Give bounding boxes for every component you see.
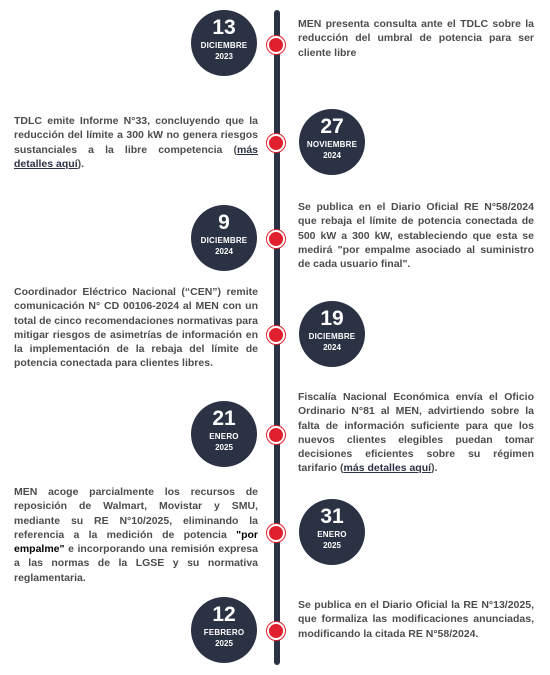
date-day: 9: [218, 211, 230, 234]
timeline-marker: [267, 524, 285, 542]
event-text: Fiscalía Nacional Económica envía el Oficio Ordinario N°81 al MEN, advirtiendo sobre la falta de información suficiente para que los nuevos clientes elegibles puedan tomar decisiones eficientes sobre su régimen tarifario (: [298, 391, 534, 475]
event-description: Coordinador Eléctrico Nacional (“CEN”) remite comunicación N° CD 00106-2024 al MEN con un total de cinco recomendaciones normativas para mitigar riesgos de asimetrías de información en la implementación de la rebaja del límite de potencia conectada para clientes libres.: [14, 286, 258, 370]
event-text-end: e incorporando una remisión expresa a las normas de la LGSE y su normativa reglamentaria.: [14, 543, 258, 584]
date-day: 19: [320, 307, 344, 330]
date-badge: [299, 109, 365, 175]
date-day: 12: [212, 603, 236, 626]
date-year: 2025: [215, 639, 233, 648]
date-month: DICIEMBRE: [308, 332, 356, 341]
timeline-marker: [267, 134, 285, 152]
event-description: Se publica en el Diario Oficial RE N°58/2024 que rebaja el límite de potencia conectada de 500 kW a 300 kW, estableciendo que esta se medirá "por empalme asociado al suministro de cada usuario final".: [298, 201, 534, 271]
timeline-marker: [267, 426, 285, 444]
date-badge: [191, 205, 257, 271]
timeline-marker: [267, 36, 285, 54]
event-description: [14, 114, 258, 171]
details-link[interactable]: más detalles aquí: [14, 143, 258, 170]
event-description: MEN presenta consulta ante el TDLC sobre la reducción del umbral de potencia para ser cliente libre: [298, 18, 534, 59]
event-text: MEN acoge parcialmente los recursos de reposición de Walmart, Movistar y SMU, mediante su RE N°10/2025, eliminando la referencia a la medición de potencia: [14, 486, 258, 541]
date-badge: [191, 10, 257, 76]
date-month: FEBRERO: [203, 628, 245, 637]
timeline-marker: [267, 622, 285, 640]
timeline-marker: [267, 326, 285, 344]
date-year: 2025: [323, 541, 341, 550]
event-text-end: ).: [77, 157, 85, 170]
date-badge: [191, 597, 257, 663]
event-description: [14, 485, 258, 585]
date-day: 31: [320, 505, 344, 528]
date-month: ENERO: [209, 432, 239, 441]
date-month: NOVIEMBRE: [306, 140, 358, 149]
date-badge: [299, 499, 365, 565]
date-badge: [191, 401, 257, 467]
date-day: 27: [320, 115, 344, 138]
date-year: 2024: [323, 151, 341, 160]
emphasis-text: "por empalme": [14, 528, 258, 556]
date-month: DICIEMBRE: [200, 41, 248, 50]
date-day: 21: [212, 407, 236, 430]
date-year: 2023: [215, 52, 233, 61]
date-badge: [299, 301, 365, 367]
date-year: 2024: [323, 343, 341, 352]
event-description: Se publica en el Diario Oficial la RE N°13/2025, que formaliza las modificaciones anunciadas, modificando la citada RE N°58/2024.: [298, 599, 534, 640]
date-year: 2024: [215, 247, 233, 256]
date-year: 2025: [215, 443, 233, 452]
timeline-marker: [267, 230, 285, 248]
event-description: [298, 390, 534, 476]
date-month: DICIEMBRE: [200, 236, 248, 245]
date-day: 13: [212, 16, 236, 39]
date-month: ENERO: [317, 530, 347, 539]
event-text-end: ).: [431, 462, 438, 475]
event-text: TDLC emite Informe N°33, concluyendo que la reducción del límite a 300 kW no genera riesgos sustanciales a la libre competencia (: [14, 115, 258, 156]
details-link[interactable]: más detalles aquí: [343, 462, 432, 475]
